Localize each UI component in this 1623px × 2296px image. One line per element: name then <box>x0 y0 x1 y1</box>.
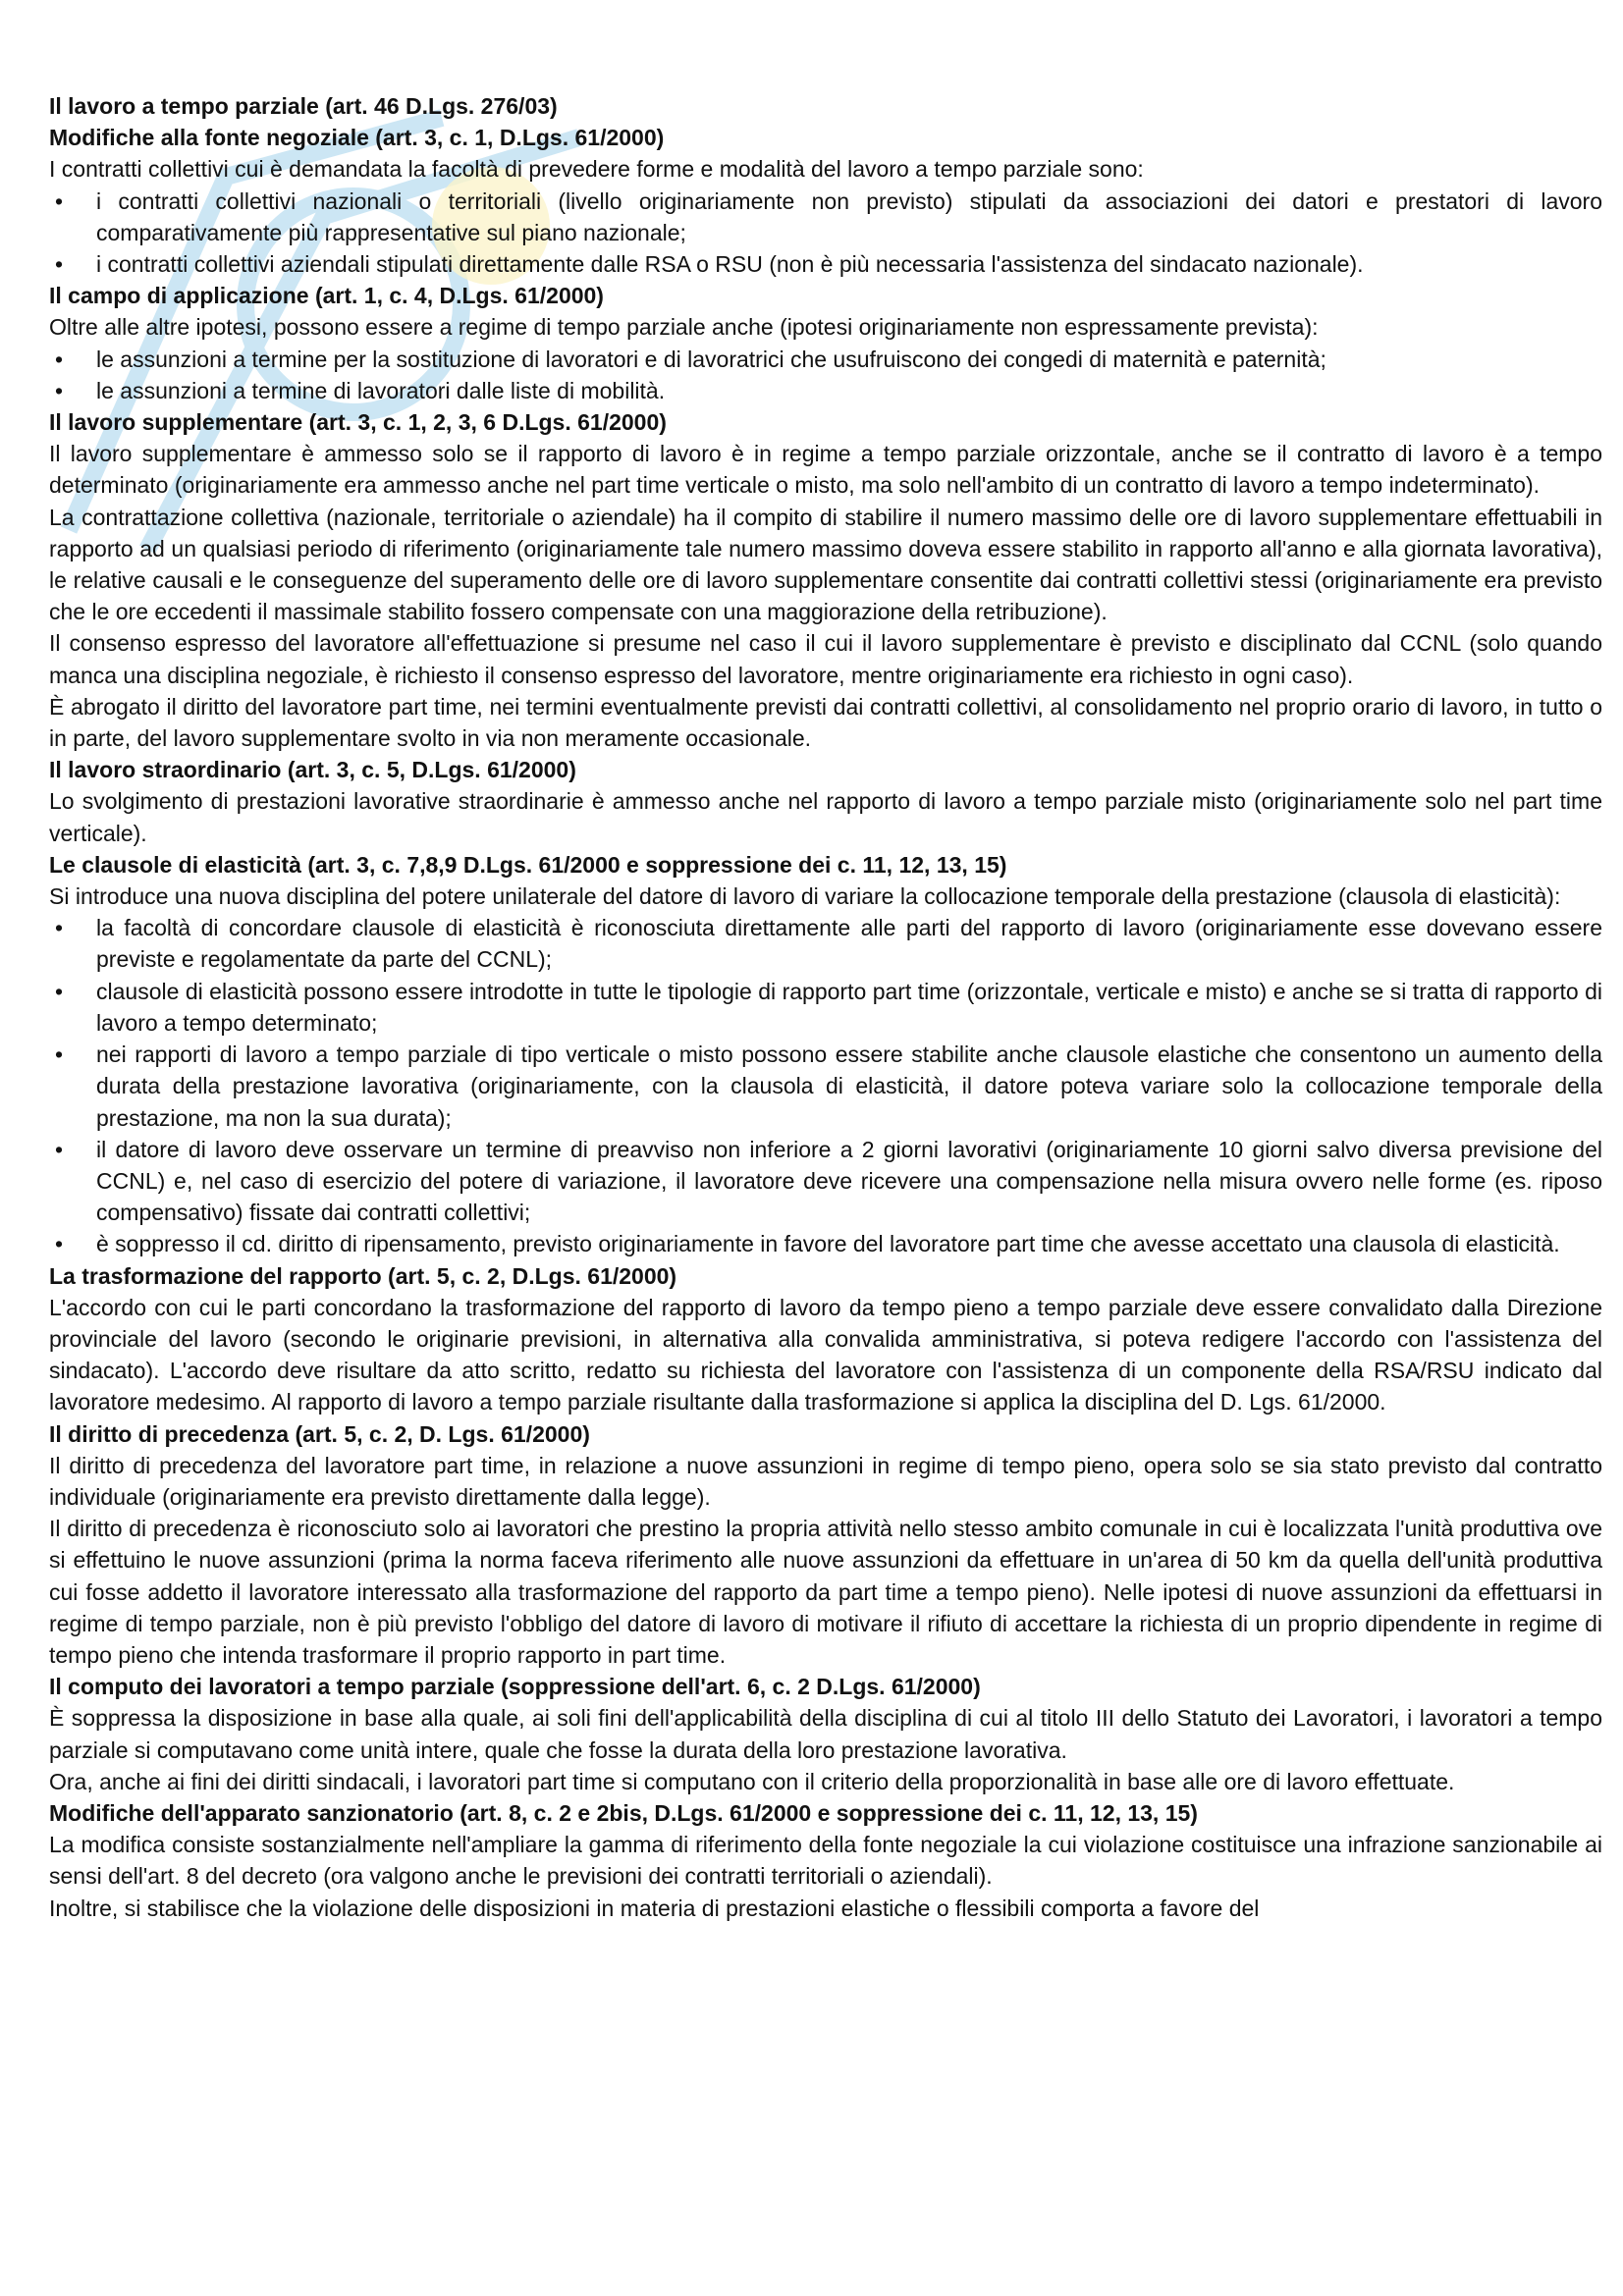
list-item <box>49 248 1602 280</box>
list-item-text: è soppresso il cd. diritto di ripensamento, previsto originariamente in favore del lavoratore part time che avesse accettato una clausola di elasticità. <box>96 1231 1560 1257</box>
list-item-text: la facoltà di concordare clausole di elasticità è riconosciuta direttamente alle parti del rapporto di lavoro (originariamente esse dovevano essere previste e regolamentate da parte del CCNL); <box>96 915 1602 973</box>
list-item <box>49 375 1602 406</box>
list-item <box>49 912 1602 975</box>
list-item <box>49 1039 1602 1134</box>
list-item <box>49 186 1602 248</box>
paragraph: Inoltre, si stabilisce che la violazione delle disposizioni in materia di prestazioni elastiche o flessibili comporta a favore del <box>49 1895 1260 1921</box>
bullet-icon: • <box>54 251 64 278</box>
bullet-list <box>49 186 1602 281</box>
list-item <box>49 976 1602 1039</box>
bullet-list <box>49 344 1602 406</box>
document-page <box>49 90 1602 1924</box>
list-item <box>49 344 1602 375</box>
bullet-icon: • <box>54 1231 64 1257</box>
list-item <box>49 1228 1602 1259</box>
paragraph: È soppressa la disposizione in base alla quale, ai soli fini dell'applicabilità della disciplina di cui al titolo III dello Statuto dei Lavoratori, i lavoratori a tempo parziale si computavano come unità intere, quale che fosse la durata della loro prestazione lavorativa. <box>49 1705 1602 1763</box>
bullet-icon: • <box>54 377 64 403</box>
paragraph: Il diritto di precedenza del lavoratore part time, in relazione a nuove assunzioni in regime di tempo pieno, opera solo se sia stato previsto dal contratto individuale (originariamente era previsto direttamente dalla legge). <box>49 1452 1602 1510</box>
section-heading: Il computo dei lavoratori a tempo parziale (soppressione dell'art. 6, c. 2 D.Lgs. 61/2000) <box>49 1674 981 1700</box>
list-item-text: le assunzioni a termine per la sostituzione di lavoratori e di lavoratrici che usufruiscono dei congedi di maternità e paternità; <box>96 346 1326 372</box>
list-item <box>49 1134 1602 1229</box>
section-heading: Il campo di applicazione (art. 1, c. 4, D.Lgs. 61/2000) <box>49 283 604 309</box>
paragraph: La contrattazione collettiva (nazionale, territoriale o aziendale) ha il compito di stabilire il numero massimo delle ore di lavoro supplementare effettuabili in rapporto ad un qualsiasi periodo di riferimento (originariamente tale numero massimo doveva essere stabilito in rapporto all'anno e alla giornata lavorativa), le relative causali e le conseguenze del superamento delle ore di lavoro supplementare consentite dai contratti collettivi stessi (originariamente era previsto che le ore eccedenti il massimale stabilito fossero compensate con una maggiorazione della retribuzione). <box>49 504 1602 625</box>
paragraph: È abrogato il diritto del lavoratore part time, nei termini eventualmente previsti dai contratti collettivi, al consolidamento nel proprio orario di lavoro, in tutto o in parte, del lavoro supplementare svolto in via non meramente occasionale. <box>49 693 1602 752</box>
paragraph: La modifica consiste sostanzialmente nell'ampliare la gamma di riferimento della fonte negoziale la cui violazione costituisce una infrazione sanzionabile ai sensi dell'art. 8 del decreto (ora valgono anche le previsioni dei contratti territoriali o aziendali). <box>49 1832 1602 1890</box>
bullet-icon: • <box>54 978 64 1004</box>
paragraph: Si introduce una nuova disciplina del potere unilaterale del datore di lavoro di variare la collocazione temporale della prestazione (clausola di elasticità): <box>49 883 1561 910</box>
paragraph: Ora, anche ai fini dei diritti sindacali, i lavoratori part time si computano con il criterio della proporzionalità in base alle ore di lavoro effettuate. <box>49 1768 1455 1794</box>
bullet-icon: • <box>54 1136 64 1162</box>
bullet-icon: • <box>54 915 64 941</box>
list-item-text: i contratti collettivi aziendali stipulati direttamente dalle RSA o RSU (non è più necessaria l'assistenza del sindacato nazionale). <box>96 251 1364 278</box>
bullet-icon: • <box>54 187 64 214</box>
list-item-text: i contratti collettivi nazionali o territoriali (livello originariamente non previsto) stipulati da associazioni dei datori e prestatori di lavoro comparativamente più rappresentative sul piano nazionale; <box>96 187 1602 245</box>
paragraph: Lo svolgimento di prestazioni lavorative straordinarie è ammesso anche nel rapporto di lavoro a tempo parziale misto (originariamente solo nel part time verticale). <box>49 788 1602 846</box>
bullet-icon: • <box>54 346 64 372</box>
section-heading: Le clausole di elasticità (art. 3, c. 7,8,9 D.Lgs. 61/2000 e soppressione dei c. 11, 12, 13, 15) <box>49 851 1007 878</box>
list-item-text: le assunzioni a termine di lavoratori dalle liste di mobilità. <box>96 377 666 403</box>
list-item-text: nei rapporti di lavoro a tempo parziale di tipo verticale o misto possono essere stabilite anche clausole elastiche che consentono un aumento della durata della prestazione lavorativa (originariamente, con la clausola di elasticità, il datore poteva variare solo la collocazione temporale della prestazione, ma non la sua durata); <box>96 1041 1602 1131</box>
section-heading: Modifiche dell'apparato sanzionatorio (art. 8, c. 2 e 2bis, D.Lgs. 61/2000 e soppressione dei c. 11, 12, 13, 15) <box>49 1799 1198 1826</box>
list-item-text: clausole di elasticità possono essere introdotte in tutte le tipologie di rapporto part time (orizzontale, verticale e misto) e anche se si tratta di rapporto di lavoro a tempo determinato; <box>96 978 1602 1036</box>
paragraph: Il diritto di precedenza è riconosciuto solo ai lavoratori che prestino la propria attività nello stesso ambito comunale in cui è localizzata l'unità produttiva ove si effettuino le nuove assunzioni (prima la norma faceva riferimento alle nuove assunzioni da effettuare in un'area di 50 km da quella dell'unità produttiva cui fosse addetto il lavoratore interessato alla trasformazione del rapporto da part time a tempo pieno). Nelle ipotesi di nuove assunzioni da effettuarsi in regime di tempo parziale, non è più previsto l'obbligo del datore di lavoro di motivare il rifiuto di accettare la richiesta di un proprio dipendente in regime di tempo pieno che intenda trasformare il proprio rapporto in part time. <box>49 1516 1602 1668</box>
paragraph: I contratti collettivi cui è demandata la facoltà di prevedere forme e modalità del lavoro a tempo parziale sono: <box>49 156 1144 183</box>
paragraph: Il lavoro supplementare è ammesso solo se il rapporto di lavoro è in regime a tempo parziale orizzontale, anche se il contratto di lavoro è a tempo determinato (originariamente era ammesso anche nel part time verticale o misto, ma solo nell'ambito di un contratto di lavoro a tempo indeterminato). <box>49 441 1602 499</box>
paragraph: Il consenso espresso del lavoratore all'effettuazione si presume nel caso il cui il lavoro supplementare è previsto e disciplinato dal CCNL (solo quando manca una disciplina negoziale, è richiesto il consenso espresso del lavoratore, mentre originariamente era richiesto in ogni caso). <box>49 630 1602 688</box>
section-heading: Il lavoro a tempo parziale (art. 46 D.Lgs. 276/03) <box>49 93 558 119</box>
section-heading: Il diritto di precedenza (art. 5, c. 2, D. Lgs. 61/2000) <box>49 1420 590 1447</box>
section-heading: La trasformazione del rapporto (art. 5, c. 2, D.Lgs. 61/2000) <box>49 1262 677 1289</box>
paragraph: L'accordo con cui le parti concordano la trasformazione del rapporto di lavoro da tempo pieno a tempo parziale deve essere convalidato dalla Direzione provinciale del lavoro (secondo le originarie previsioni, in alternativa alla convalida amministrativa, si poteva redigere l'accordo con l'assistenza del sindacato). L'accordo deve risultare da atto scritto, redatto su richiesta del lavoratore con l'assistenza di un componente della RSA/RSU indicato dal lavoratore medesimo. Al rapporto di lavoro a tempo parziale risultante dalla trasformazione si applica la disciplina del D. Lgs. 61/2000. <box>49 1294 1602 1415</box>
bullet-list <box>49 912 1602 1259</box>
section-heading: Il lavoro straordinario (art. 3, c. 5, D.Lgs. 61/2000) <box>49 757 576 783</box>
section-heading: Il lavoro supplementare (art. 3, c. 1, 2, 3, 6 D.Lgs. 61/2000) <box>49 409 667 436</box>
section-heading: Modifiche alla fonte negoziale (art. 3, c. 1, D.Lgs. 61/2000) <box>49 125 665 151</box>
bullet-icon: • <box>54 1041 64 1068</box>
paragraph: Oltre alle altre ipotesi, possono essere a regime di tempo parziale anche (ipotesi originariamente non espressamente prevista): <box>49 314 1319 341</box>
list-item-text: il datore di lavoro deve osservare un termine di preavviso non inferiore a 2 giorni lavorativi (originariamente 10 giorni salvo diversa previsione del CCNL) e, nel caso di esercizio del potere di variazione, il lavoratore deve ricevere una compensazione nella misura ovvero nelle forme (es. riposo compensativo) fissate dai contratti collettivi; <box>96 1136 1602 1226</box>
